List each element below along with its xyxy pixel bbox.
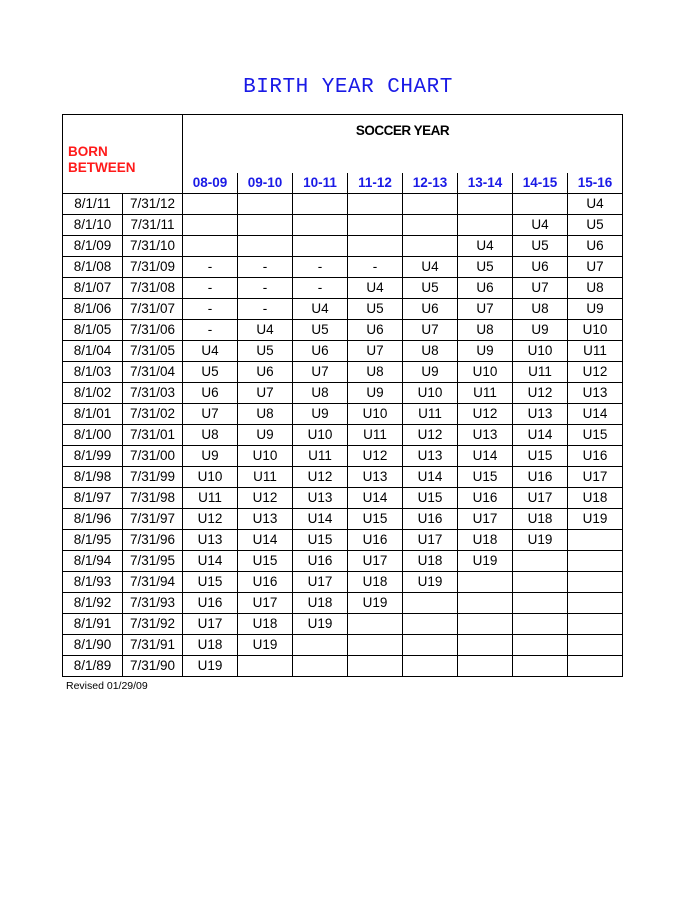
born-to-cell: 7/31/91 xyxy=(123,634,183,655)
born-from-cell: 8/1/95 xyxy=(63,529,123,550)
born-from-cell: 8/1/08 xyxy=(63,256,123,277)
age-group-cell xyxy=(403,592,458,613)
age-group-cell xyxy=(458,214,513,235)
age-group-cell xyxy=(568,550,623,571)
age-group-cell: U19 xyxy=(348,592,403,613)
age-group-cell xyxy=(238,193,293,214)
age-group-cell xyxy=(183,214,238,235)
age-group-cell: U12 xyxy=(568,361,623,382)
age-group-cell xyxy=(513,634,568,655)
born-to-cell: 7/31/92 xyxy=(123,613,183,634)
age-group-cell xyxy=(513,571,568,592)
age-group-cell: - xyxy=(183,277,238,298)
age-group-cell: U15 xyxy=(183,571,238,592)
age-group-cell xyxy=(293,214,348,235)
age-group-cell: U9 xyxy=(403,361,458,382)
age-group-cell xyxy=(348,193,403,214)
age-group-cell: U12 xyxy=(403,424,458,445)
age-group-cell: U13 xyxy=(293,487,348,508)
born-from-cell: 8/1/03 xyxy=(63,361,123,382)
soccer-year-heading: SOCCER YEAR xyxy=(183,115,623,173)
age-group-cell: U18 xyxy=(458,529,513,550)
year-header-10-11: 10-11 xyxy=(293,173,348,194)
age-group-cell: U5 xyxy=(183,361,238,382)
age-group-cell: U13 xyxy=(513,403,568,424)
age-group-cell: U7 xyxy=(238,382,293,403)
age-group-cell: U7 xyxy=(568,256,623,277)
age-group-cell: U19 xyxy=(513,529,568,550)
page-title: BIRTH YEAR CHART xyxy=(243,76,453,99)
age-group-cell: U19 xyxy=(403,571,458,592)
table-row xyxy=(63,340,623,361)
table-row xyxy=(63,235,623,256)
age-group-cell: U11 xyxy=(458,382,513,403)
born-between-label xyxy=(63,115,183,194)
age-group-cell: U18 xyxy=(238,613,293,634)
born-from-cell: 8/1/06 xyxy=(63,298,123,319)
table-row xyxy=(63,298,623,319)
born-to-cell: 7/31/02 xyxy=(123,403,183,424)
age-group-cell xyxy=(293,193,348,214)
age-group-cell: - xyxy=(183,256,238,277)
age-group-cell: U18 xyxy=(183,634,238,655)
age-group-cell: U13 xyxy=(183,529,238,550)
age-group-cell xyxy=(183,193,238,214)
born-to-cell: 7/31/07 xyxy=(123,298,183,319)
age-group-cell: U7 xyxy=(458,298,513,319)
age-group-cell: U5 xyxy=(568,214,623,235)
age-group-cell: U19 xyxy=(458,550,513,571)
table-row xyxy=(63,214,623,235)
age-group-cell: U10 xyxy=(238,445,293,466)
age-group-cell: U12 xyxy=(183,508,238,529)
age-group-cell xyxy=(293,655,348,676)
age-group-cell: U17 xyxy=(293,571,348,592)
age-group-cell: U15 xyxy=(238,550,293,571)
age-group-cell: U13 xyxy=(458,424,513,445)
age-group-cell: - xyxy=(183,319,238,340)
age-group-cell xyxy=(293,634,348,655)
age-group-cell: U6 xyxy=(403,298,458,319)
born-to-cell: 7/31/99 xyxy=(123,466,183,487)
age-group-cell: U14 xyxy=(183,550,238,571)
age-group-cell: U19 xyxy=(183,655,238,676)
table-row xyxy=(63,655,623,676)
age-group-cell xyxy=(568,655,623,676)
age-group-cell: U17 xyxy=(403,529,458,550)
born-to-cell: 7/31/93 xyxy=(123,592,183,613)
age-group-cell xyxy=(238,235,293,256)
age-group-cell xyxy=(348,655,403,676)
age-group-cell xyxy=(348,613,403,634)
age-group-cell xyxy=(568,592,623,613)
table-row xyxy=(63,403,623,424)
age-group-cell: U5 xyxy=(458,256,513,277)
age-group-cell: U15 xyxy=(568,424,623,445)
age-group-cell: - xyxy=(293,256,348,277)
age-group-cell: U7 xyxy=(183,403,238,424)
age-group-cell: U11 xyxy=(513,361,568,382)
born-from-cell: 8/1/99 xyxy=(63,445,123,466)
born-from-cell: 8/1/89 xyxy=(63,655,123,676)
table-row xyxy=(63,571,623,592)
age-group-cell: U7 xyxy=(403,319,458,340)
age-group-cell: U15 xyxy=(348,508,403,529)
age-group-cell xyxy=(458,655,513,676)
table-row xyxy=(63,424,623,445)
age-group-cell: U5 xyxy=(238,340,293,361)
between-label: BETWEEN xyxy=(68,159,136,175)
table-row xyxy=(63,361,623,382)
age-group-cell: U19 xyxy=(238,634,293,655)
age-group-cell: U8 xyxy=(183,424,238,445)
table-row xyxy=(63,634,623,655)
born-to-cell: 7/31/09 xyxy=(123,256,183,277)
age-group-cell: U14 xyxy=(403,466,458,487)
age-group-cell: U17 xyxy=(238,592,293,613)
age-group-cell: U16 xyxy=(238,571,293,592)
year-header-13-14: 13-14 xyxy=(458,173,513,194)
age-group-cell: U4 xyxy=(183,340,238,361)
born-from-cell: 8/1/10 xyxy=(63,214,123,235)
born-to-cell: 7/31/97 xyxy=(123,508,183,529)
age-group-cell: U17 xyxy=(568,466,623,487)
age-group-cell: U8 xyxy=(348,361,403,382)
age-group-cell: U12 xyxy=(348,445,403,466)
born-from-cell: 8/1/96 xyxy=(63,508,123,529)
year-header-14-15: 14-15 xyxy=(513,173,568,194)
age-group-cell: U6 xyxy=(293,340,348,361)
age-group-cell: U14 xyxy=(568,403,623,424)
age-group-cell: U5 xyxy=(513,235,568,256)
age-group-cell xyxy=(403,655,458,676)
born-to-cell: 7/31/12 xyxy=(123,193,183,214)
age-group-cell: U11 xyxy=(403,403,458,424)
age-group-cell: U12 xyxy=(238,487,293,508)
age-group-cell: U17 xyxy=(513,487,568,508)
age-group-cell xyxy=(403,193,458,214)
age-group-cell xyxy=(238,655,293,676)
age-group-cell: U10 xyxy=(458,361,513,382)
age-group-cell: - xyxy=(238,256,293,277)
age-group-cell: U16 xyxy=(293,550,348,571)
born-to-cell: 7/31/95 xyxy=(123,550,183,571)
age-group-cell: U15 xyxy=(513,445,568,466)
table-row xyxy=(63,529,623,550)
age-group-cell: - xyxy=(238,298,293,319)
age-group-cell: U9 xyxy=(183,445,238,466)
age-group-cell xyxy=(568,529,623,550)
age-group-cell: U7 xyxy=(293,361,348,382)
born-to-cell: 7/31/98 xyxy=(123,487,183,508)
age-group-cell xyxy=(403,613,458,634)
age-group-cell: - xyxy=(183,298,238,319)
age-group-cell: U6 xyxy=(568,235,623,256)
age-group-cell xyxy=(458,592,513,613)
year-header-09-10: 09-10 xyxy=(238,173,293,194)
age-group-cell: U10 xyxy=(183,466,238,487)
age-group-cell: U16 xyxy=(348,529,403,550)
age-group-cell: U8 xyxy=(293,382,348,403)
age-group-cell: U7 xyxy=(513,277,568,298)
table-row xyxy=(63,508,623,529)
age-group-cell: U16 xyxy=(513,466,568,487)
age-group-cell: U18 xyxy=(513,508,568,529)
age-group-cell: U9 xyxy=(348,382,403,403)
age-group-cell: U14 xyxy=(293,508,348,529)
age-group-cell: U5 xyxy=(403,277,458,298)
age-group-cell: U10 xyxy=(293,424,348,445)
age-group-cell xyxy=(403,235,458,256)
age-group-cell: U14 xyxy=(513,424,568,445)
age-group-cell: U11 xyxy=(183,487,238,508)
age-group-cell: U14 xyxy=(348,487,403,508)
age-group-cell: U11 xyxy=(568,340,623,361)
age-group-cell: - xyxy=(348,256,403,277)
age-group-cell: U13 xyxy=(348,466,403,487)
born-from-cell: 8/1/01 xyxy=(63,403,123,424)
table-row xyxy=(63,592,623,613)
age-group-cell: U4 xyxy=(293,298,348,319)
age-group-cell xyxy=(458,193,513,214)
year-header-11-12: 11-12 xyxy=(348,173,403,194)
age-group-cell: U16 xyxy=(458,487,513,508)
age-group-cell xyxy=(458,571,513,592)
age-group-cell: U10 xyxy=(568,319,623,340)
age-group-cell: U5 xyxy=(348,298,403,319)
age-group-cell: U8 xyxy=(513,298,568,319)
table-row xyxy=(63,193,623,214)
age-group-cell xyxy=(348,634,403,655)
age-group-cell: U18 xyxy=(568,487,623,508)
age-group-cell: U9 xyxy=(293,403,348,424)
born-to-cell: 7/31/03 xyxy=(123,382,183,403)
age-group-cell: U12 xyxy=(513,382,568,403)
born-to-cell: 7/31/10 xyxy=(123,235,183,256)
age-group-cell xyxy=(403,214,458,235)
age-group-cell: U4 xyxy=(513,214,568,235)
age-group-cell xyxy=(513,550,568,571)
age-group-cell xyxy=(458,613,513,634)
age-group-cell xyxy=(348,235,403,256)
born-to-cell: 7/31/00 xyxy=(123,445,183,466)
born-from-cell: 8/1/09 xyxy=(63,235,123,256)
age-group-cell: U13 xyxy=(568,382,623,403)
born-to-cell: 7/31/96 xyxy=(123,529,183,550)
table-row xyxy=(63,445,623,466)
age-group-cell: U14 xyxy=(238,529,293,550)
table-row xyxy=(63,319,623,340)
age-group-cell xyxy=(568,613,623,634)
born-to-cell: 7/31/90 xyxy=(123,655,183,676)
age-group-cell xyxy=(348,214,403,235)
age-group-cell: U19 xyxy=(568,508,623,529)
born-to-cell: 7/31/01 xyxy=(123,424,183,445)
age-group-cell xyxy=(293,235,348,256)
table-row xyxy=(63,277,623,298)
age-group-cell: U9 xyxy=(458,340,513,361)
born-from-cell: 8/1/94 xyxy=(63,550,123,571)
born-from-cell: 8/1/02 xyxy=(63,382,123,403)
table-row xyxy=(63,466,623,487)
age-group-cell: U17 xyxy=(348,550,403,571)
age-group-cell: U8 xyxy=(568,277,623,298)
age-group-cell: U18 xyxy=(293,592,348,613)
age-group-cell xyxy=(513,592,568,613)
age-group-cell: U11 xyxy=(238,466,293,487)
age-group-cell: U10 xyxy=(348,403,403,424)
revision-note: Revised 01/29/09 xyxy=(66,680,148,692)
table-row xyxy=(63,382,623,403)
table-row xyxy=(63,487,623,508)
year-header-08-09: 08-09 xyxy=(183,173,238,194)
age-group-cell: U17 xyxy=(183,613,238,634)
year-header-15-16: 15-16 xyxy=(568,173,623,194)
age-group-cell: U6 xyxy=(458,277,513,298)
age-group-cell: U5 xyxy=(293,319,348,340)
age-group-cell: U6 xyxy=(183,382,238,403)
age-group-cell xyxy=(568,571,623,592)
age-group-cell: U18 xyxy=(403,550,458,571)
born-to-cell: 7/31/06 xyxy=(123,319,183,340)
age-group-cell: U16 xyxy=(568,445,623,466)
age-group-cell: U9 xyxy=(238,424,293,445)
table-row xyxy=(63,256,623,277)
born-from-cell: 8/1/07 xyxy=(63,277,123,298)
age-group-cell: U11 xyxy=(348,424,403,445)
born-from-cell: 8/1/91 xyxy=(63,613,123,634)
age-group-cell: U15 xyxy=(293,529,348,550)
age-group-cell: U4 xyxy=(403,256,458,277)
age-group-cell xyxy=(513,655,568,676)
age-group-cell: - xyxy=(238,277,293,298)
born-from-cell: 8/1/04 xyxy=(63,340,123,361)
born-label: BORN xyxy=(68,143,108,159)
born-from-cell: 8/1/98 xyxy=(63,466,123,487)
age-group-cell: U18 xyxy=(348,571,403,592)
age-group-cell: U8 xyxy=(238,403,293,424)
born-from-cell: 8/1/11 xyxy=(63,193,123,214)
age-group-cell: U8 xyxy=(403,340,458,361)
born-from-cell: 8/1/93 xyxy=(63,571,123,592)
age-group-cell: U15 xyxy=(403,487,458,508)
age-group-cell xyxy=(513,193,568,214)
age-group-cell: U4 xyxy=(348,277,403,298)
age-group-cell: U8 xyxy=(458,319,513,340)
age-group-cell: U12 xyxy=(458,403,513,424)
born-to-cell: 7/31/11 xyxy=(123,214,183,235)
age-group-cell: U17 xyxy=(458,508,513,529)
age-group-cell xyxy=(403,634,458,655)
born-from-cell: 8/1/90 xyxy=(63,634,123,655)
age-group-cell: U4 xyxy=(568,193,623,214)
age-group-cell xyxy=(458,634,513,655)
age-group-cell: U9 xyxy=(568,298,623,319)
age-group-cell: U4 xyxy=(458,235,513,256)
born-to-cell: 7/31/08 xyxy=(123,277,183,298)
table-row xyxy=(63,613,623,634)
age-group-cell: U9 xyxy=(513,319,568,340)
age-group-cell: U13 xyxy=(403,445,458,466)
age-group-cell: U11 xyxy=(293,445,348,466)
born-to-cell: 7/31/04 xyxy=(123,361,183,382)
born-from-cell: 8/1/97 xyxy=(63,487,123,508)
age-group-cell: U10 xyxy=(403,382,458,403)
age-group-cell: U14 xyxy=(458,445,513,466)
age-group-cell: U13 xyxy=(238,508,293,529)
age-group-cell xyxy=(183,235,238,256)
born-to-cell: 7/31/94 xyxy=(123,571,183,592)
born-from-cell: 8/1/92 xyxy=(63,592,123,613)
born-from-cell: 8/1/00 xyxy=(63,424,123,445)
age-group-cell: U6 xyxy=(513,256,568,277)
age-group-cell: U16 xyxy=(183,592,238,613)
age-group-cell: U15 xyxy=(458,466,513,487)
age-group-cell: U16 xyxy=(403,508,458,529)
age-group-cell xyxy=(513,613,568,634)
age-group-cell: U10 xyxy=(513,340,568,361)
age-group-cell xyxy=(238,214,293,235)
age-group-cell xyxy=(568,634,623,655)
age-group-cell: U7 xyxy=(348,340,403,361)
year-header-12-13: 12-13 xyxy=(403,173,458,194)
age-group-cell: U19 xyxy=(293,613,348,634)
age-group-cell: U6 xyxy=(238,361,293,382)
age-group-cell: U6 xyxy=(348,319,403,340)
table-row xyxy=(63,550,623,571)
age-group-cell: - xyxy=(293,277,348,298)
age-group-cell: U4 xyxy=(238,319,293,340)
birth-year-table xyxy=(62,114,623,677)
age-group-cell: U12 xyxy=(293,466,348,487)
born-from-cell: 8/1/05 xyxy=(63,319,123,340)
born-to-cell: 7/31/05 xyxy=(123,340,183,361)
